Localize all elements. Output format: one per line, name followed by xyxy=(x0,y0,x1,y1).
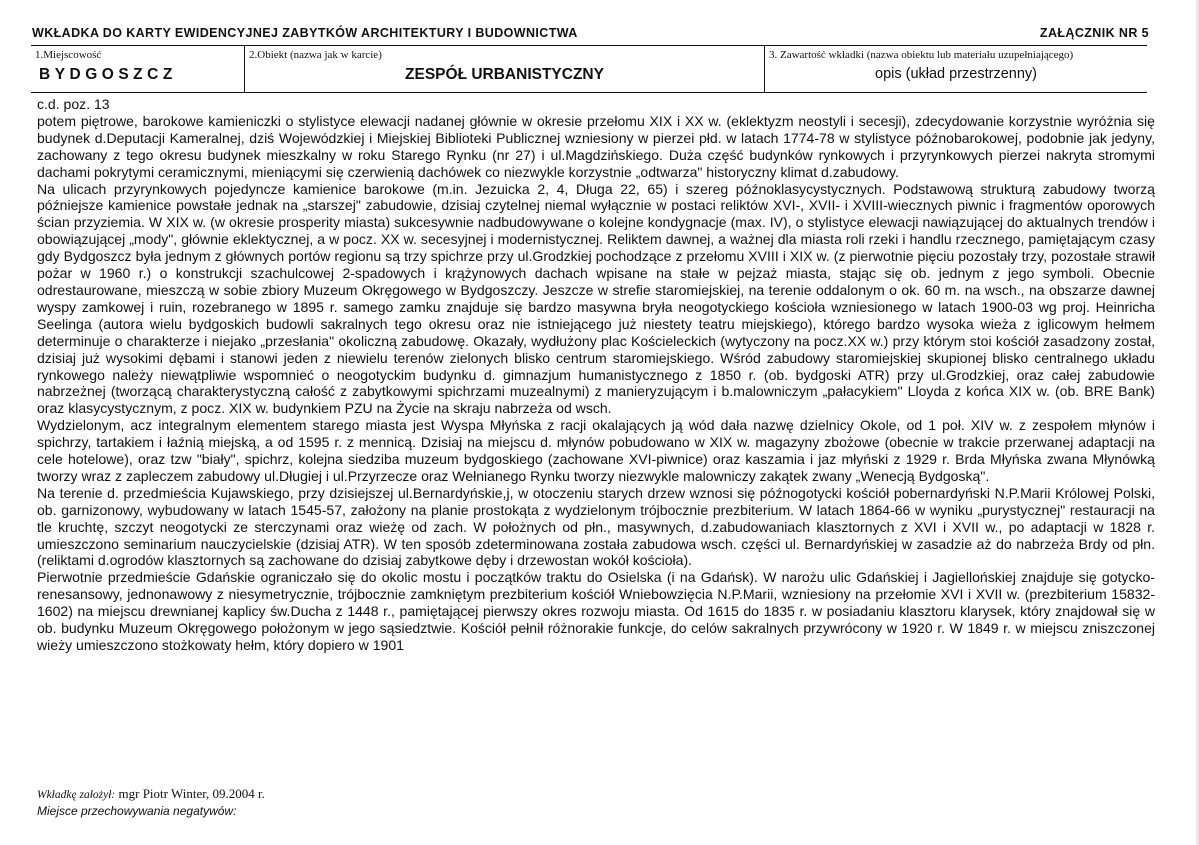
body-text xyxy=(37,96,1155,654)
content-box xyxy=(765,46,1147,92)
paragraph: Na terenie d. przedmieścia Kujawskiego, przy dzisiejszej ul.Bernardyńskie,j, w otoczeniu starych drzew wznosi się późnogotycki kościół pobernardyński N.P.Marii Królowej Polski, ob. garnizonowy, wybudowany w latach 1545-57, założony na planie prostokąta z wydzielonym trójbocznie prezbiterium. W latach 1864-66 w wyniku „purystycznej" restauracji na tle kruchtę, szczyt neogotycki ze sterczynami oraz wieżę od zach. W położnych od płn., masywnych, d.zabudowaniach klasztornych z XVI i XVII w., po adaptacji w 1828 r. umieszczono seminarium nauczycielskie (dzisiaj ATR). W ten sposób zdeterminowana została zabudowa wsch. części ul. Bernardyńskiej w zasadzie aż do nabrzeża Brdy od płn.(reliktami d.ogrodów klasztornych są zachowane do dzisiaj zabytkowe dęby i drzewostan wokół kościoła). xyxy=(37,484,1155,569)
paragraph: potem piętrowe, barokowe kamieniczki o stylistyce elewacji nadanej głównie w okresie przełomu XIX i XX w. (eklektyzm neostyli i secesji), zdecydowanie korzystnie wyróżnia się budynek d.Deputacji Kameralnej, dziś Wojewódzkiej i Miejskiej Biblioteki Publicznej wzniesiony w pierzei płd. w latach 1774-78 w stylistyce późnobarokowej, podobnie jak jedyny, zachowany z tego okresu budynek mieszkalny w roku Starego Rynku (nr 27) i ul.Magdzińskiego. Duża część budynków rynkowych i przyrynkowych pierzei nakryta stromymi dachami pokrytymi ceramicznymi, mieniącymi się czerwienią dachówek co niezwykle korzystnie „odtwarza" historyczny klimat d.zabudowy. xyxy=(37,112,1155,180)
document-title: WKŁADKA DO KARTY EWIDENCYJNEJ ZABYTKÓW ARCHITEKTURY I BUDOWNICTWA xyxy=(32,26,578,40)
negatives-label: Miejsce przechowywania negatywów: xyxy=(37,804,237,818)
header xyxy=(32,22,1149,42)
paragraph: Na ulicach przyrynkowych pojedyncze kamienice barokowe (m.in. Jezuicka 2, 4, Długa 22, 65) i szereg późnoklasycystycznych. Podstawową strukturą zabudowy tworzą późniejsze kamienice powstałe jednak na „starszej" zabudowie, dzisiaj czytelnej niemal wyłącznie w postaci reliktów XVI-, XVII- i XVIII-wiecznych piwnic i fragmentów oporowych ścian przyziemia. W XIX w. (w okresie prosperity miasta) sukcesywnie nadbudowywane o kolejne kondygnacje (max. IV), o stylistyce elewacji nawiązującej do aktualnych trendów i obowiązującej „mody", głównie eklektycznej, a w pocz. XX w. secesyjnej i modernistycznej. Reliktem dawnej, a ważnej dla miasta roli rzeki i handlu rzecznego, pamiętającym czasy gdy Bydgoszcz była jednym z głównych portów regionu są trzy spichrze przy ul.Grodzkiej pochodzące z przełomu XVIII i XIX w. (z pierwotnie pięciu pozostały trzy, pozostałe strawił pożar w 1960 r.) o konstrukcji szachulcowej 2-spadowych i krążynowych dachach wpisane na stałe w pejzaż miasta, stając się ob. jednym z jego symboli. Obecnie odrestaurowane, mieszczą w sobie zbiory Muzeum Okręgowego w Bydgoszczy. Jeszcze w strefie staromiejskiej, na terenie oddalonym o ok. 60 m. na wsch., na obszarze dawnej wyspy zamkowej i ruin, rozebranego w 1895 r. samego zamku znajduje się bardzo masywna bryła neogotyckiego kościoła wzniesionego w latach 1900-03 wg proj. Heinricha Seelinga (autora wielu bydgoskich budowli sakralnych tego okresu oraz nie istniejącego już niestety teatru miejskiego), którego bardzo wysoka wieża z iglicowym hełmem determinuje o charakterze i niejako „przesłania" okoliczną zabudowę. Okazały, wydłużony plac Kościeleckich (wytyczony na pocz.XX w.) przy którym stoi kościół zasadzony został, dzisiaj już wysokimi dębami i stanowi jeden z niewielu terenów zielonych blisko centrum staromiejskiego. Wśród zabudowy staromiejskiej skupionej blisko centralnego układu rynkowego należy niewątpliwie wspomnieć o neogotyckim budynku d. gimnazjum humanistycznego z 1850 r. (ob. bydgoski ATR) przy ul.Grodzkiej, oraz całej zabudowie nabrzeżnej (tworzącą charakterystyczną całość z zabytkowymi spichrzami muzealnymi) z manieryzującym i b.malowniczym „pałacykiem" Lloyda z końca XIX w. (ob. BRE Bank) oraz klasycystycznym, z pocz. XIX w. budynkiem PZU na Życie na skraju nabrzeża od wsch. xyxy=(37,180,1155,417)
identification-boxes xyxy=(31,45,1147,93)
paragraph: Pierwotnie przedmieście Gdańskie ograniczało się do okolic mostu i początków traktu do Osielska (i na Gdańsk). W narożu ulic Gdańskiej i Jagiellońskiej znajduje się gotycko-renesansowy, jednonawowy z niesymetrycznie, trójbocznie zamkniętym prezbiterium kościół Wniebowzięcia N.P.Marii, wzniesiony na przełomie XVI i XVII w. (prezbiterium 15832-1602) na miejscu drewnianej kaplicy św.Ducha z 1448 r., pamiętającej pierwszy okres rozwoju miasta. Od 1615 do 1835 r. w posiadaniu klasztoru klarysek, który znajdował się w ob. budynku Muzeum Okręgowego położonym w jego sąsiedztwie. Kościół pełnił różnorakie funkcje, do celów sakralnych przywrócony w 1920 r. W 1849 r. w miejscu zniszczonej wieży umieszczono stożkowaty hełm, który dopiero w 1901 xyxy=(37,569,1155,653)
place-label: 1.Miejscowość xyxy=(35,49,102,61)
place-value: BYDGOSZCZ xyxy=(39,66,177,83)
content-label: 3. Zawartość wkładki (nazwa obiektu lub materiału uzupełniającego) xyxy=(769,49,1074,61)
place-box xyxy=(31,46,245,92)
annex-number: ZAŁĄCZNIK NR 5 xyxy=(1039,26,1149,40)
object-label: 2.Obiekt (nazwa jak w karcie) xyxy=(249,49,382,61)
object-value: ZESPÓŁ URBANISTYCZNY xyxy=(405,66,604,83)
continuation-note: c.d. poz. 13 xyxy=(37,96,110,112)
footer xyxy=(37,786,1155,819)
content-value: opis (układ przestrzenny) xyxy=(875,66,1037,82)
object-box xyxy=(245,46,765,92)
author-label: Wkładkę założył: xyxy=(37,789,116,801)
author-line xyxy=(37,786,1155,803)
paragraph: Wydzielonym, acz integralnym elementem starego miasta jest Wyspa Młyńska z racji okalających ją wód dała nazwę dzielnicy Okole, od 1 poł. XIV w. z zespołem młynów i spichrzy, tartakiem i łaźnią miejską, a od 1595 r. z mennicą. Dzisiaj na miejscu d. młynów pobudowano w XIX w. magazyny zbożowe (obecnie w trakcie przerwanej adaptacji na cele hotelowe), oraz tzw "biały", spichrz, kolejna siedziba muzeum bydgoskiego (zachowane XVI-piwnice) oraz kaszamia i jaz młyński z 1929 r. Brda Młyńska zwana Młynówką tworzy wraz z zapleczem zabudowy ul.Długiej i ul.Przyrzecze oraz Wełnianego Rynku tworzy niezwykle malowniczy zakątek zwany „Wenecją Bydgoską". xyxy=(37,417,1155,484)
author-value: mgr Piotr Winter, 09.2004 r. xyxy=(118,786,265,801)
